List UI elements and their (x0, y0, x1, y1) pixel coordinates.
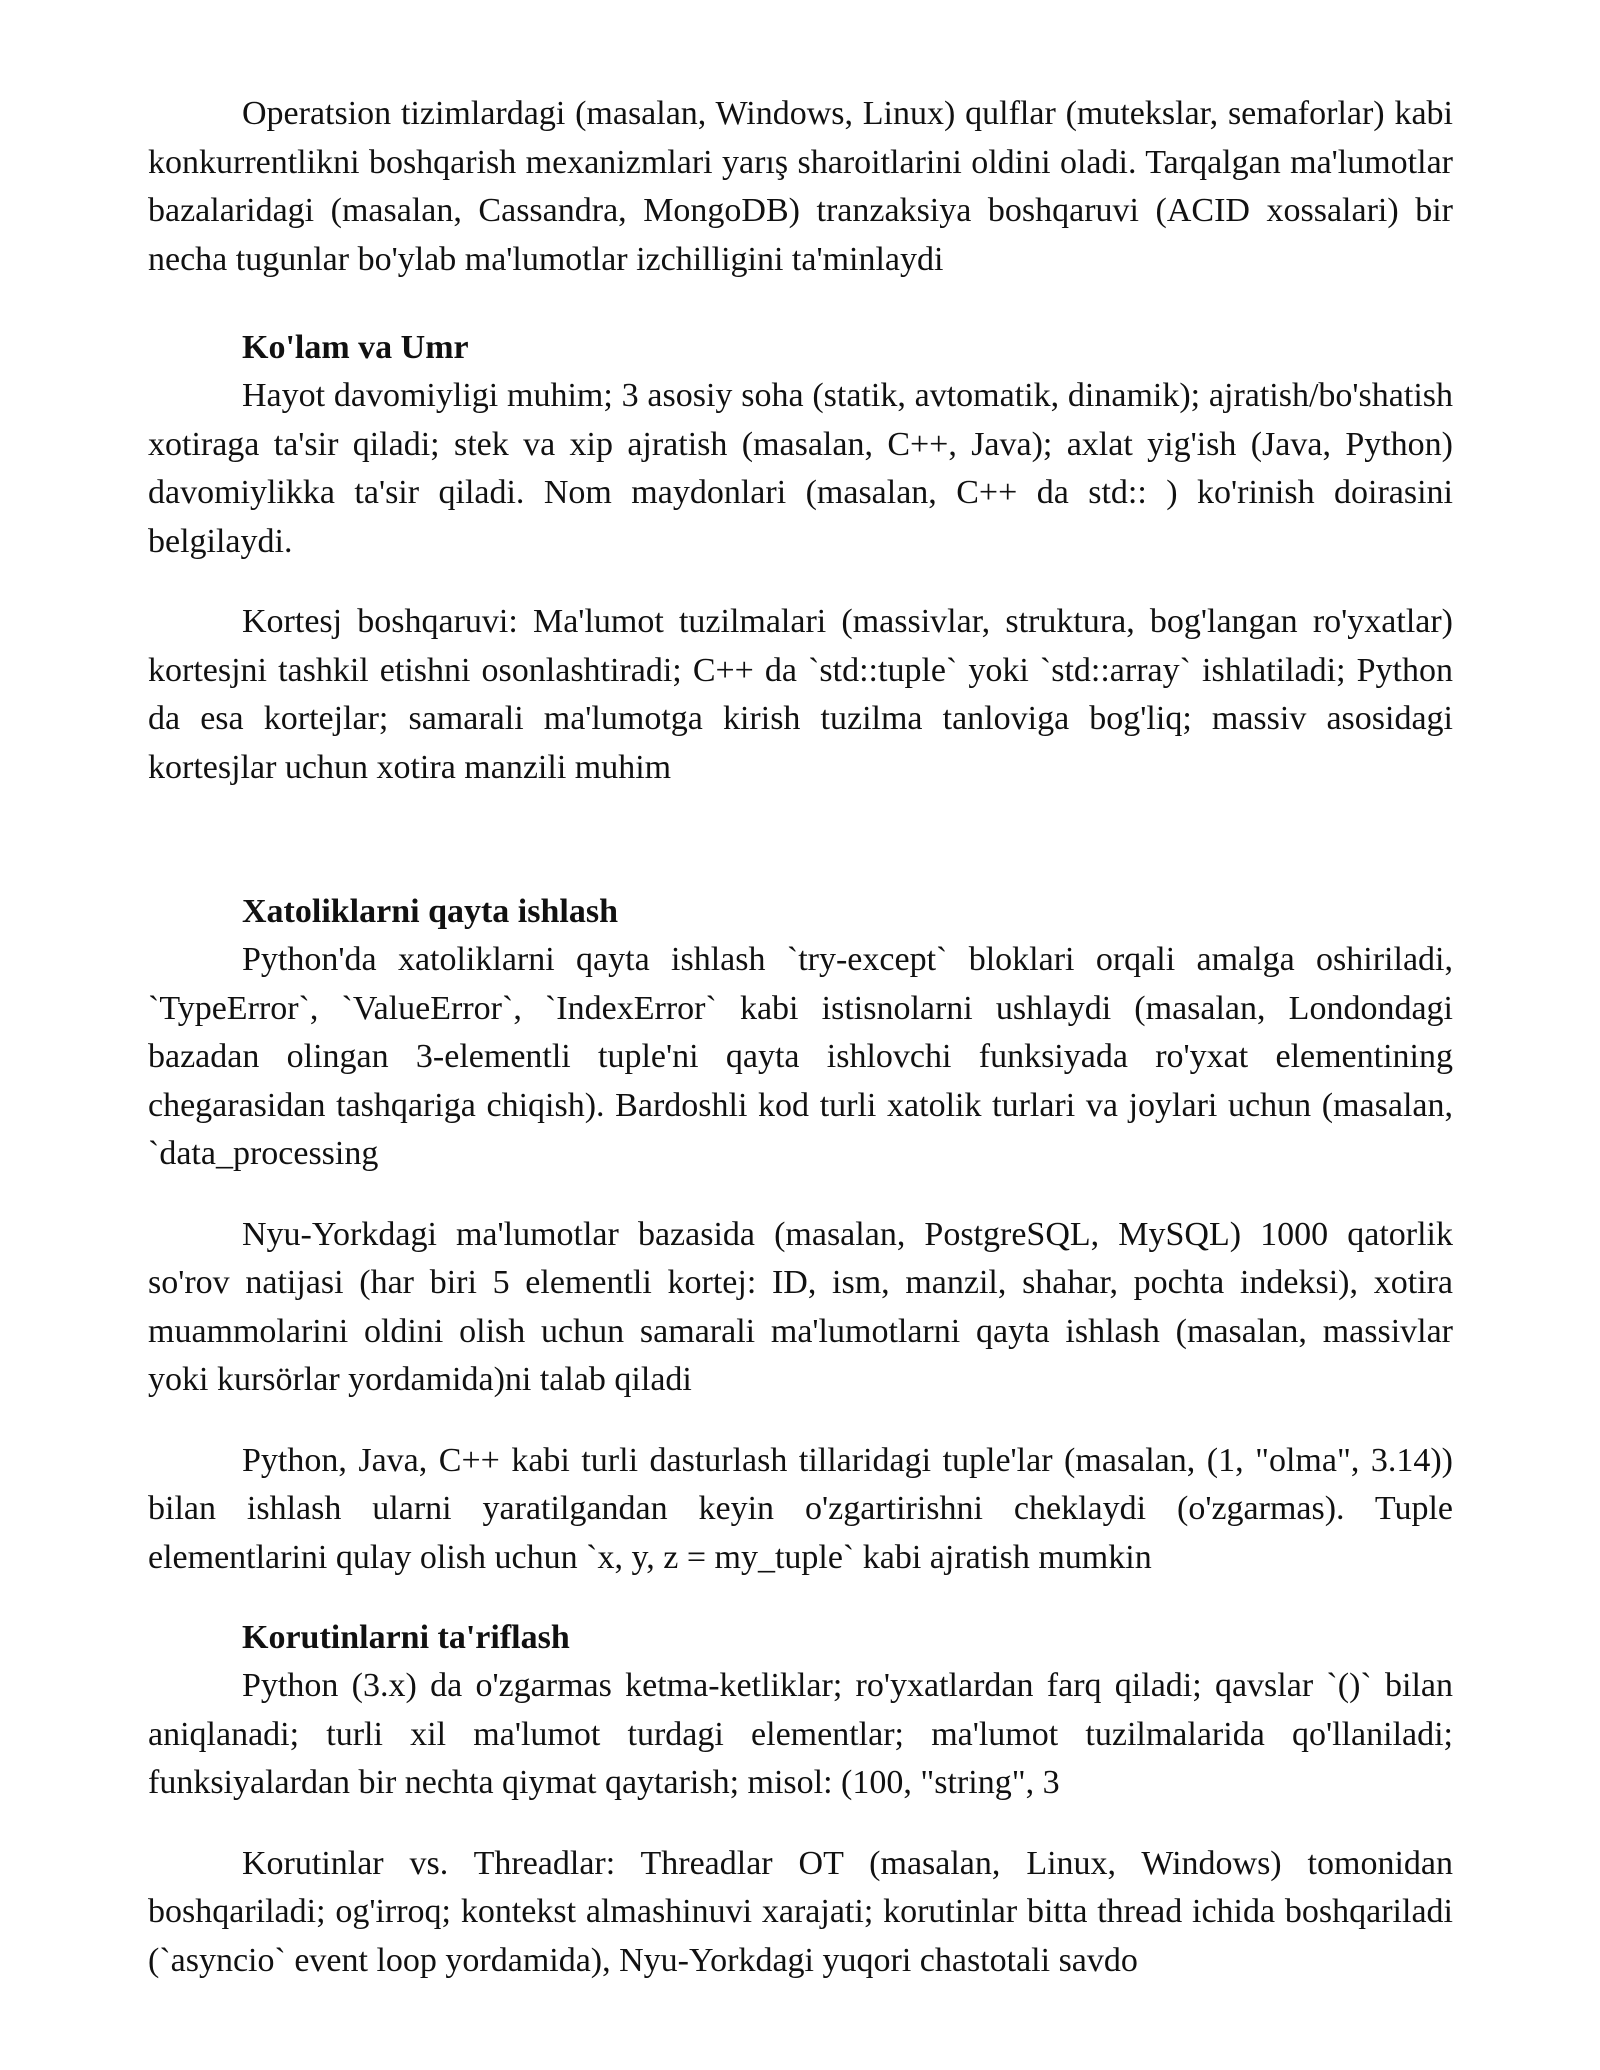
document-page (148, 90, 1453, 1985)
paragraph-lifetime: Hayot davomiyligi muhim; 3 asosiy soha (statik, avtomatik, dinamik); ajratish/bo'shatish xotiraga ta'sir qiladi; stek va xip ajratish (masalan, C++, Java); axlat yig'ish (Java, Python) davomiylikka ta'sir qiladi. Nom maydonlari (masalan, C++ da std:: ) ko'rinish doirasini belgilaydi. (148, 377, 1453, 560)
paragraph-concurrency: Operatsion tizimlardagi (masalan, Windows, Linux) qulflar (mutekslar, semaforlar) kabi konkurrentlikni boshqarish mexanizmlari yarış sharoitlarini oldini oladi. Tarqalgan ma'lumotlar bazalaridagi (masalan, Cassandra, MongoDB) tranzaksiya boshqaruvi (ACID xossalari) bir necha tugunlar bo'ylab ma'lumotlar izchilligini ta'minlaydi (148, 95, 1453, 278)
paragraph-immutable-sequences: Python (3.x) da o'zgarmas ketma-ketliklar; ro'yxatlardan farq qiladi; qavslar `()` bilan aniqlanadi; turli xil ma'lumot turdagi elementlar; ma'lumot tuzilmalarida qo'llaniladi; funksiyalardan bir nechta qiymat qaytarish; misol: (100, "string", 3 (148, 1667, 1453, 1801)
paragraph-database-query: Nyu-Yorkdagi ma'lumotlar bazasida (masalan, PostgreSQL, MySQL) 1000 qatorlik so'rov natijasi (har biri 5 elementli kortej: ID, ism, manzil, shahar, pochta indeksi), xotira muammolarini oldini olish uchun samarali ma'lumotlarni qayta ishlash (masalan, massivlar yoki kursörlar yordamida)ni talab qiladi (148, 1215, 1453, 1398)
paragraph-coroutines-threads: Korutinlar vs. Threadlar: Threadlar OT (masalan, Linux, Windows) tomonidan boshqariladi; og'irroq; kontekst almashinuvi xarajati; korutinlar bitta thread ichida boshqariladi (`asyncio` event loop yordamida), Nyu-Yorkdagi yuqori chastotali savdo (148, 1844, 1453, 1979)
paragraph-error-handling: Python'da xatoliklarni qayta ishlash `try-except` bloklari orqali amalga oshiriladi, `TypeError`, `ValueError`, `IndexError` kabi istisnolarni ushlaydi (masalan, Londondagi bazadan olingan 3-elementli tuple'ni qayta ishlovchi funksiyada ro'yxat elementining chegarasidan tashqariga chiqish). Bardoshli kod turli xatolik turlari va joylari uchun (masalan, `data_processing (148, 941, 1453, 1172)
paragraph-tuple-management: Kortesj boshqaruvi: Ma'lumot tuzilmalari (massivlar, struktura, bog'langan ro'yxatlar) kortesjni tashkil etishni osonlashtiradi; C++ da `std::tuple` yoki `std::array` ishlatiladi; Python da esa kortejlar; samarali ma'lumotga kirish tuzilma tanloviga bog'liq; massiv asosidagi kortesjlar uchun xotira manzili muhim (148, 603, 1453, 786)
heading-scope-lifetime: Ko'lam va Umr (242, 329, 469, 366)
heading-coroutines: Korutinlarni ta'riflash (242, 1619, 570, 1656)
heading-error-handling: Xatoliklarni qayta ishlash (242, 893, 618, 930)
paragraph-tuples-languages: Python, Java, C++ kabi turli dasturlash tillaridagi tuple'lar (masalan, (1, "olma", 3.14)) bilan ishlash ularni yaratilgandan keyin o'zgartirishni cheklaydi (o'zgarmas). Tuple elementlarini qulay olish uchun `x, y, z = my_tuple` kabi ajratish mumkin (148, 1441, 1453, 1576)
